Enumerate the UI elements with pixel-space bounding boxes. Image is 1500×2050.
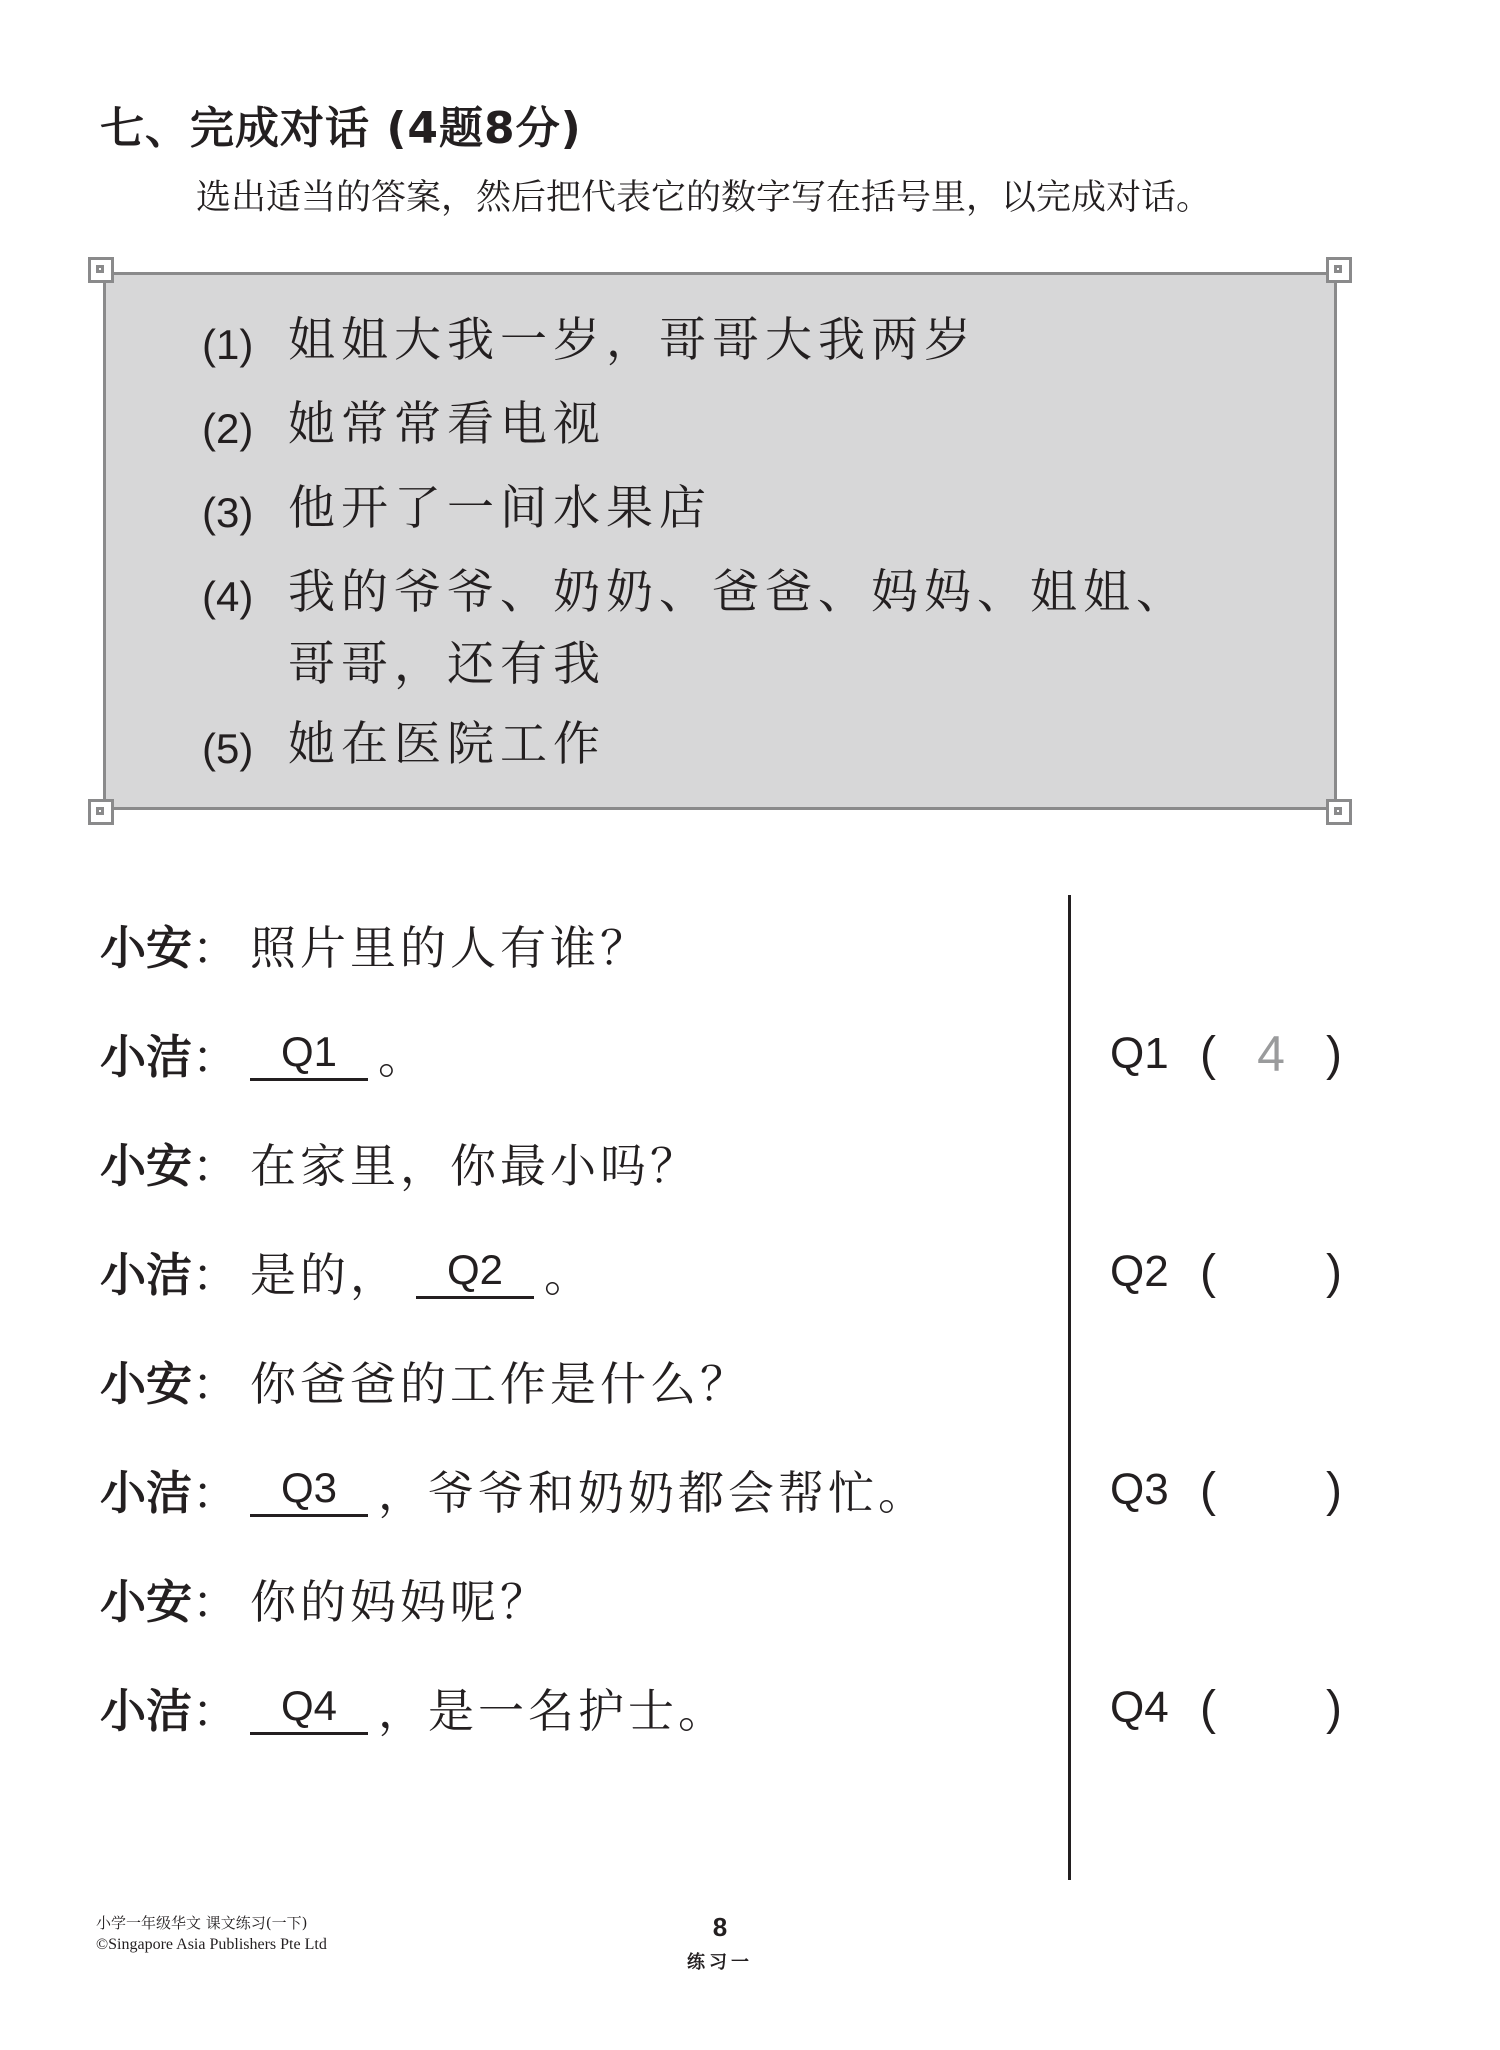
section-title: 七、完成对话 (4题8分) <box>100 103 582 154</box>
open-paren: ( <box>1200 1681 1216 1735</box>
copyright: ©Singapore Asia Publishers Pte Ltd <box>96 1936 327 1953</box>
option-number: (1) <box>202 321 254 368</box>
corner-ornament <box>88 799 114 825</box>
answer-q1 <box>1110 1024 1342 1084</box>
answer-value[interactable]: 4 <box>1257 1026 1285 1082</box>
speaker: 小洁： <box>100 1030 238 1084</box>
option-text <box>288 557 1189 701</box>
dialogue-text: ，是一名护士。 <box>378 1684 728 1738</box>
dialogue-line-5 <box>100 1351 750 1411</box>
option-5 <box>202 717 606 781</box>
answer-label: Q1 <box>1110 1029 1169 1078</box>
option-box <box>103 272 1337 810</box>
dialogue-line-7 <box>100 1569 550 1629</box>
book-title: 小学一年级华文 课文练习(一下) <box>96 1914 308 1932</box>
open-paren: ( <box>1200 1027 1216 1081</box>
dialogue-text: 。 <box>544 1248 594 1302</box>
dialogue-text: 是的， <box>250 1248 400 1302</box>
speaker: 小安： <box>100 1357 238 1411</box>
dialogue-text: 你爸爸的工作是什么？ <box>250 1357 750 1411</box>
option-3 <box>202 481 712 545</box>
close-paren: ) <box>1325 1681 1342 1735</box>
answer-label: Q3 <box>1110 1465 1169 1514</box>
answer-blank[interactable]: Q3 <box>250 1464 368 1517</box>
option-1 <box>202 313 977 377</box>
corner-ornament <box>1326 257 1352 283</box>
dialogue-text: ，爷爷和奶奶都会帮忙。 <box>378 1466 928 1520</box>
speaker: 小安： <box>100 1575 238 1629</box>
column-divider <box>1068 895 1071 1880</box>
option-text-line: 我的爷爷、奶奶、爸爸、妈妈、姐姐、 <box>288 565 1189 620</box>
answer-blank[interactable]: Q1 <box>250 1028 368 1081</box>
dialogue-text: 照片里的人有谁？ <box>250 921 650 975</box>
answer-label: Q4 <box>1110 1683 1169 1732</box>
corner-ornament <box>88 257 114 283</box>
option-text-line: 哥哥，还有我 <box>288 637 606 692</box>
dialogue-line-4 <box>100 1242 594 1302</box>
answer-q4 <box>1110 1678 1342 1738</box>
speaker: 小洁： <box>100 1248 238 1302</box>
answer-q2 <box>1110 1242 1342 1302</box>
close-paren: ) <box>1325 1027 1342 1081</box>
dialogue-line-6 <box>100 1460 928 1520</box>
option-text: 他开了一间水果店 <box>288 481 712 536</box>
option-text: 她常常看电视 <box>288 397 606 452</box>
instruction: 选出适当的答案，然后把代表它的数字写在括号里，以完成对话。 <box>196 178 1212 218</box>
option-text: 姐姐大我一岁，哥哥大我两岁 <box>288 313 977 368</box>
dialogue-text: 在家里，你最小吗？ <box>250 1139 700 1193</box>
answer-label: Q2 <box>1110 1247 1169 1296</box>
page-number: 8 <box>712 1912 728 1942</box>
answer-blank[interactable]: Q4 <box>250 1682 368 1735</box>
option-text: 她在医院工作 <box>288 717 606 772</box>
dialogue-text: 。 <box>378 1030 428 1084</box>
open-paren: ( <box>1200 1245 1216 1299</box>
option-number: (3) <box>202 489 254 536</box>
answer-blank[interactable]: Q2 <box>416 1246 534 1299</box>
option-4 <box>202 565 1189 701</box>
page-label: 练习一 <box>687 1952 753 1973</box>
speaker: 小安： <box>100 1139 238 1193</box>
dialogue-line-3 <box>100 1133 700 1193</box>
corner-ornament <box>1326 799 1352 825</box>
speaker: 小洁： <box>100 1684 238 1738</box>
option-number: (5) <box>202 725 254 772</box>
dialogue-line-8 <box>100 1678 728 1738</box>
open-paren: ( <box>1200 1463 1216 1517</box>
dialogue-text: 你的妈妈呢？ <box>250 1575 550 1629</box>
speaker: 小洁： <box>100 1466 238 1520</box>
dialogue-line-1 <box>100 915 650 975</box>
footer-credits <box>96 1912 327 1956</box>
dialogue-line-2 <box>100 1024 428 1084</box>
option-number: (4) <box>202 573 254 620</box>
answer-q3 <box>1110 1460 1342 1520</box>
close-paren: ) <box>1325 1245 1342 1299</box>
option-number: (2) <box>202 405 254 452</box>
speaker: 小安： <box>100 921 238 975</box>
option-2 <box>202 397 606 461</box>
close-paren: ) <box>1325 1463 1342 1517</box>
